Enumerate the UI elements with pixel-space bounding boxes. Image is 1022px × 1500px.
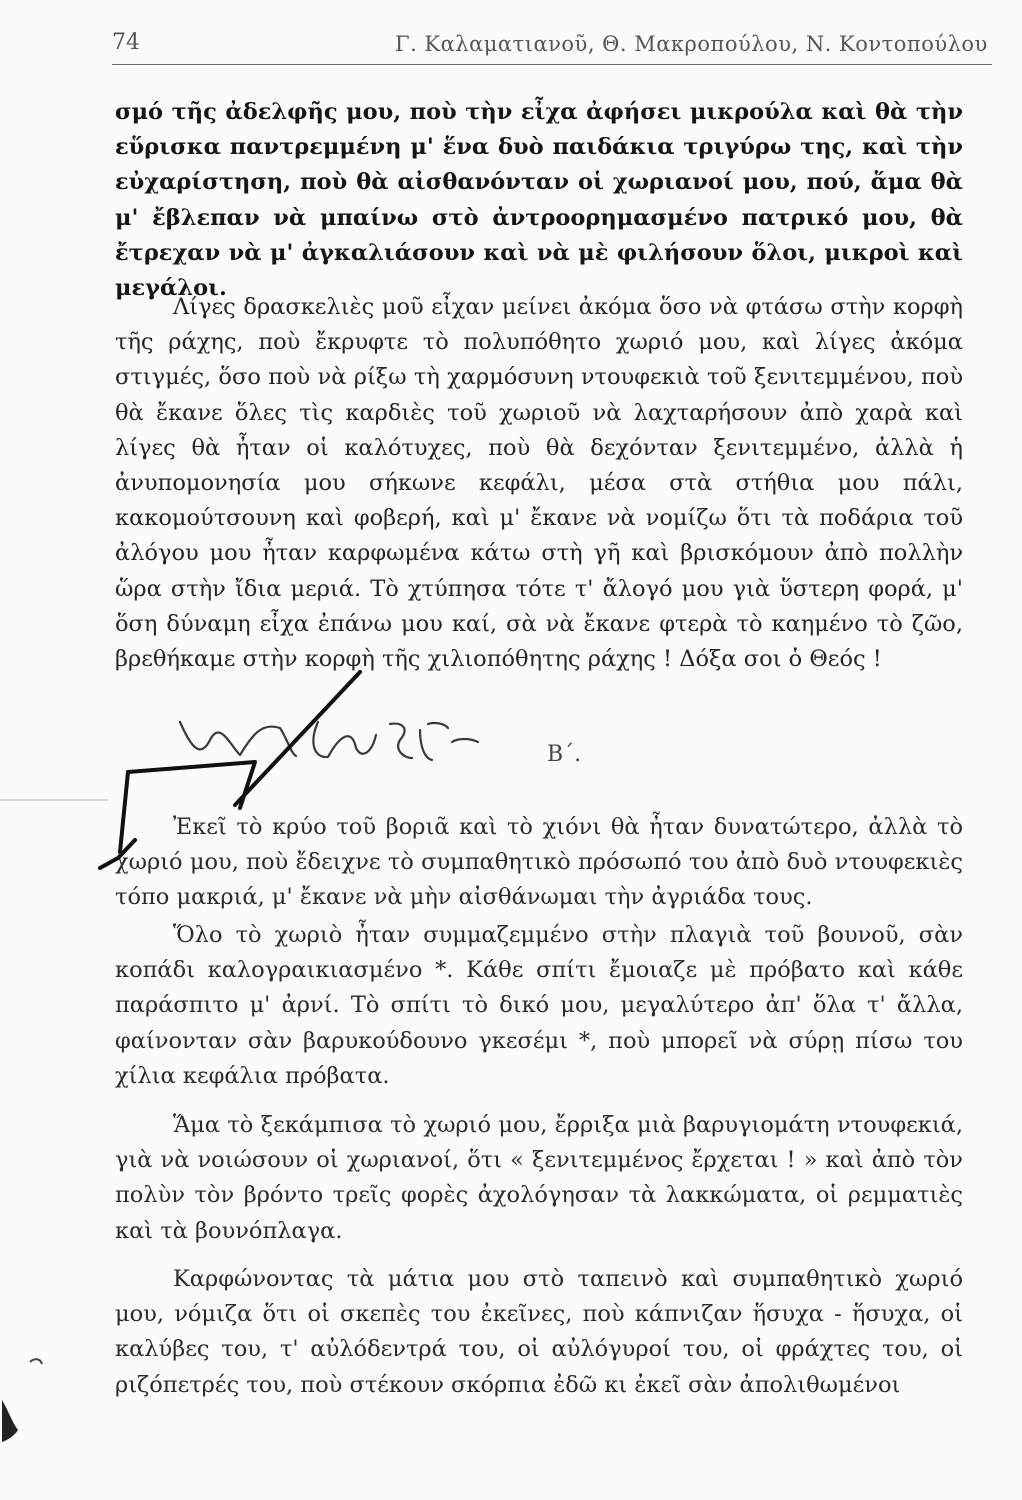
- paragraph-5: Ἅμα τὸ ξεκάμπισα τὸ χωριό μου, ἔρριξα μιὰ βαρυγιομάτη ντουφεκιά, γιὰ νὰ νοιώσουν οἱ χωριανοί, ὅτι « ξενιτεμμένος ἔρχεται ! » καὶ ἀπὸ τὸν πολὺν τὸν βρόντο τρεῖς φορὲς ἀχολόγησαν τὰ λακκώματα, οἱ ρεμματιὲς καὶ τὰ βουνόπλαγα.: [115, 1112, 963, 1244]
- running-title: Γ. Καλαματιανοῦ, Θ. Μακροπούλου, Ν. Κοντοπούλου: [395, 32, 988, 56]
- correction-mark: [100, 672, 360, 868]
- paragraph-4: Ὅλο τὸ χωριὸ ἦταν συμμαζεμμένο στὴν πλαγιὰ τοῦ βουνοῦ, σὰν κοπάδι καλογραικιασμένο *. Κάθε σπίτι ἔμοιαζε μὲ πρόβατο καὶ κάθε παράσπιτο μ' ἀρνί. Τὸ σπίτι τὸ δικό μου, μεγαλύτερο ἀπ' ὅλα τ' ἄλλα, φαίνονταν σὰν βαρυκούδουνο γκεσέμι *, ποὺ μπορεῖ νὰ σύρῃ πίσω του χίλια κεφάλια πρόβατα.: [115, 922, 963, 1089]
- paragraph-6: Καρφώνοντας τὰ μάτια μου στὸ ταπεινὸ καὶ συμπαθητικὸ χωριό μου, νόμιζα ὅτι οἱ σκεπὲς του ἐκεῖνες, ποὺ κάπνιζαν ἥσυχα - ἥσυχα, οἱ καλύβες του, τ' αὐλόδεντρά του, οἱ αὐλόγυροί του, οἱ φράχτες του, οἱ ριζόπετρές του, ποὺ στέκουν σκόρπια ἐδῶ κι ἐκεῖ σὰν ἀπολιθωμένοι: [115, 1266, 963, 1398]
- section-marker: Β΄.: [547, 742, 582, 767]
- scan-speck: [0, 1340, 50, 1450]
- paragraph-2: Λίγες δρασκελιὲς μοῦ εἶχαν μείνει ἀκόμα ὅσο νὰ φτάσω στὴν κορφὴ τῆς ράχης, ποὺ ἔκρυφτε τὸ πολυπόθητο χωριό μου, καὶ λίγες ἀκόμα στιγμές, ὅσο ποὺ νὰ ρίξω τὴ χαρμόσυνη ντουφεκιὰ τοῦ ξενιτεμμένου, ποὺ θὰ ἔκανε ὅλες τὶς καρδιὲς τοῦ χωριοῦ νὰ λαχταρήσουν ἀπὸ χαρὰ καὶ λίγες θὰ ἦταν οἱ καλότυχες, ποὺ θὰ δεχόνταν ξενιτεμμένο, ἀλλὰ ἡ ἀνυπομονησία μου σήκωνε κεφάλι, μέσα στὰ στήθια μου πάλι, κακομούτσουνη καὶ φοβερή, καὶ μ' ἔκανε νὰ νομίζω ὅτι τὰ ποδάρια τοῦ ἀλόγου μου ἦταν καρφωμένα κάτω στὴ γῆ καὶ βρισκόμουν ἀπὸ πολλὴν ὥρα στὴν ἴδια μεριά. Τὸ χτύπησα τότε τ' ἄλογό μου γιὰ ὕστερη φορά, μ' ὅση δύναμη εἶχα ἐπάνω μου καί, σὰ νὰ ἔκανε φτερὰ τὸ καημένο τὸ ζῶο, βρεθήκαμε στὴν κορφὴ τῆς χιλιοπόθητης ράχης ! Δόξα σοι ὁ Θεός !: [115, 294, 963, 673]
- paragraph-3: Ἐκεῖ τὸ κρύο τοῦ βοριᾶ καὶ τὸ χιόνι θὰ ἦταν δυνατώτερο, ἀλλὰ τὸ χωριό μου, ποὺ ἔδειχνε τὸ συμπαθητικὸ πρόσωπό του ἀπὸ δυὸ ντουφεκιὲς τόπο μακριά, μ' ἔκανε νὰ μὴν αἰσθάνωμαι τὴν ἀγριάδα τους.: [115, 814, 963, 911]
- paragraph-1: σμό τῆς ἀδελφῆς μου, ποὺ τὴν εἶχα ἀφήσει μικρούλα καὶ θὰ τὴν εὕρισκα παντρεμμένη μ' ἕνα δυὸ παιδάκια τριγύρω της, καὶ τὴν εὐχαρίστηση, ποὺ θὰ αἰσθανόνταν οἱ χωριανοί μου, πού, ἅμα θὰ μ' ἔβλεπαν νὰ μπαίνω στὸ ἀντροορημασμένο πατρικό μου, θὰ ἔτρεχαν νὰ μ' ἀγκαλιάσουν καὶ νὰ μὲ φιλήσουν ὅλοι, μικροὶ καὶ μεγάλοι.: [115, 99, 963, 302]
- margin-signature-scribble: [180, 722, 478, 760]
- page-number: 74: [112, 30, 140, 55]
